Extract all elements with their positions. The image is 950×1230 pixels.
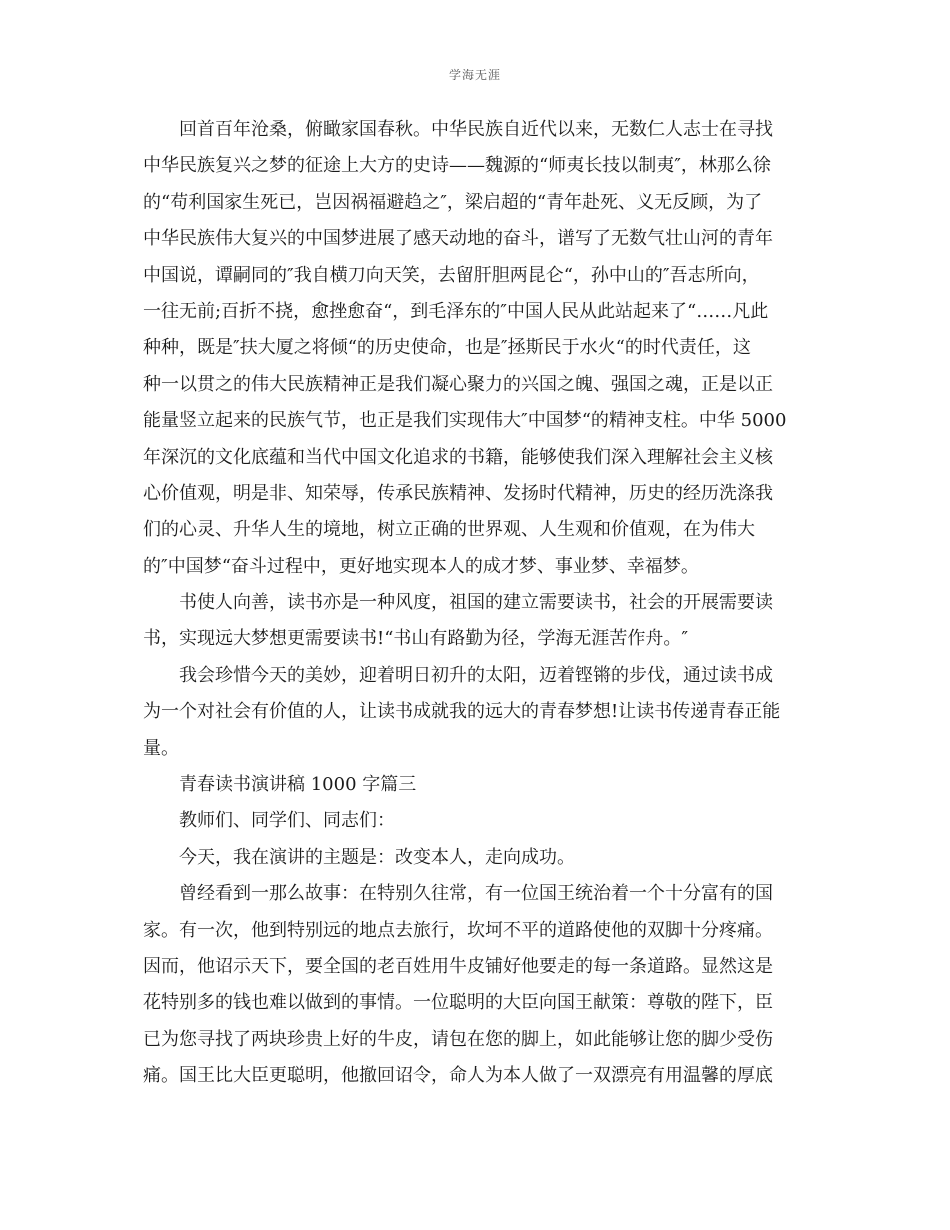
text-line: 花特别多的钱也难以做到的事情。一位聪明的大臣向国王献策：尊敬的陛下，臣 <box>143 992 773 1014</box>
text-line: 种一以贯之的伟大民族精神正是我们凝心聚力的兴国之魄、强国之魂，正是以正 <box>143 373 773 395</box>
text-line: 中华民族伟大复兴的中国梦进展了感天动地的奋斗，谱写了无数气壮山河的青年 <box>143 228 773 250</box>
text-line: 书，实现远大梦想更需要读书!“书山有路勤为径，学海无涯苦作舟。″ <box>143 628 689 650</box>
section-heading: 青春读书演讲稿 1000 字篇三 <box>179 774 417 796</box>
text-line: 能量竖立起来的民族气节，也正是我们实现伟大″中国梦“的精神支柱。中华 5000 <box>143 410 787 432</box>
text-line: 一往无前;百折不挠，愈挫愈奋“，到毛泽东的″中国人民从此站起来了“……凡此 <box>143 300 769 322</box>
text-line: 中国说，谭嗣同的″我自横刀向天笑，去留肝胆两昆仑“，孙中山的″吾志所向， <box>143 264 760 286</box>
text-line: 的″中国梦“奋斗过程中，更好地实现本人的成才梦、事业梦、幸福梦。 <box>143 555 699 577</box>
text-line: 回首百年沧桑，俯瞰家国春秋。中华民族自近代以来，无数仁人志士在寻找 <box>179 119 773 140</box>
text-line: 我会珍惜今天的美妙，迎着明日初升的太阳，迈着铿锵的步伐，通过读书成 <box>179 664 773 686</box>
page-header: 学海无涯 <box>448 68 501 82</box>
text-line: 曾经看到一那么故事：在特别久往常，有一位国王统治着一个十分富有的国 <box>179 883 773 905</box>
text-line: 年深沉的文化底蕴和当代中国文化追求的书籍，能够使我们深入理解社会主义核 <box>143 446 773 468</box>
text-line: 书使人向善，读书亦是一种风度，祖国的建立需要读书，社会的开展需要读 <box>179 592 773 614</box>
text-line: 家。有一次，他到特别远的地点去旅行，坎坷不平的道路使他的双脚十分疼痛。 <box>143 919 773 941</box>
text-line: 种种，既是″扶大厦之将倾“的历史使命，也是″拯斯民于水火“的时代责任，这 <box>143 337 751 359</box>
text-line: 中华民族复兴之梦的征途上大方的史诗——魏源的“师夷长技以制夷″，林那么徐 <box>143 155 771 177</box>
text-line: 为一个对社会有价值的人，让读书成就我的远大的青春梦想!让读书传递青春正能 <box>143 701 781 723</box>
text-line: 今天，我在演讲的主题是：改变本人，走向成功。 <box>179 846 575 868</box>
text-line: 的“苟利国家生死已，岂因祸福避趋之″，梁启超的“青年赴死、义无反顾，为了 <box>143 191 763 213</box>
text-line: 因而，他诏示天下，要全国的老百姓用牛皮铺好他要走的每一条道路。显然这是 <box>143 955 773 977</box>
text-line: 量。 <box>143 737 179 759</box>
text-line: 心价值观，明是非、知荣辱，传承民族精神、发扬时代精神，历史的经历洗涤我 <box>143 482 773 504</box>
salutation: 教师们、同学们、同志们： <box>179 810 395 832</box>
document-body <box>143 112 808 1095</box>
text-line: 已为您寻找了两块珍贵上好的牛皮，请包在您的脚上，如此能够让您的脚少受伤 <box>143 1028 773 1050</box>
text-line: 痛。国王比大臣更聪明，他撤回诏令，命人为本人做了一双漂亮有用温馨的厚底 <box>143 1065 773 1087</box>
text-line: 们的心灵、升华人生的境地，树立正确的世界观、人生观和价值观，在为伟大 <box>143 519 755 541</box>
